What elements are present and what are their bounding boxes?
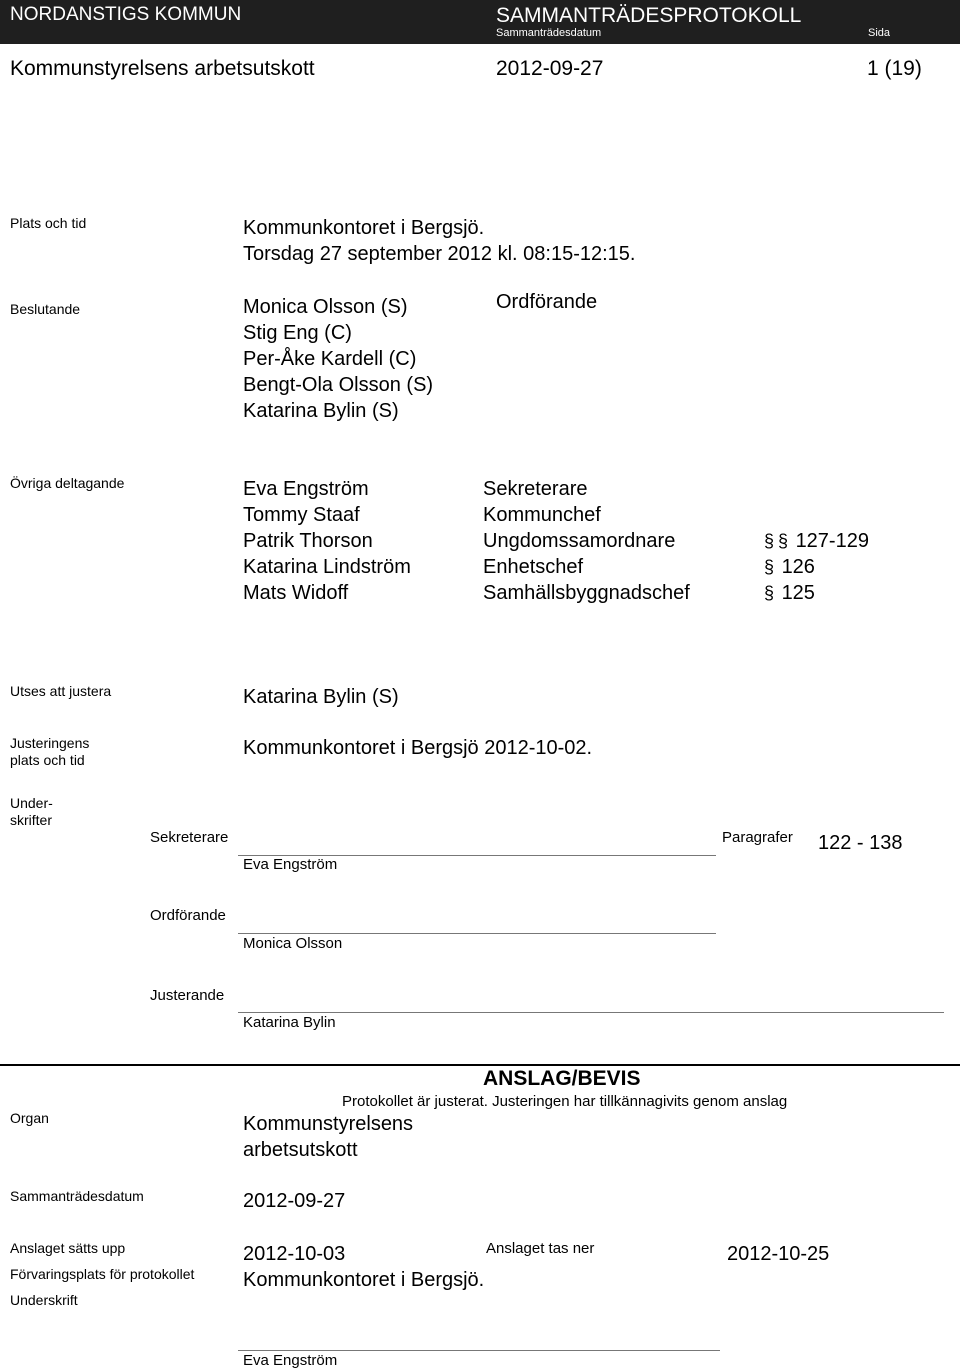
organization-name: NORDANSTIGS KOMMUN [10,4,242,25]
anslag-note: Protokollet är justerat. Justeringen har tillkännagivits genom anslag [342,1093,788,1110]
beslutande-name: Stig Eng (C) [243,322,352,344]
ovriga-name: Mats Widoff [243,582,349,604]
meeting-date: 2012-09-27 [496,57,604,80]
plats-line1: Kommunkontoret i Bergsjö. [243,217,485,239]
ordforande-role: Ordförande [496,291,598,313]
ovriga-name: Katarina Lindström [243,556,411,578]
justeringens-value: Kommunkontoret i Bergsjö 2012-10-02. [243,737,593,759]
beslutande-name: Per-Åke Kardell (C) [243,348,417,370]
organ-label: Organ [10,1110,49,1126]
underskrifter-label: skrifter [10,812,52,828]
plats-label: Plats och tid [10,215,87,231]
paragraph-ref [762,528,869,554]
section-divider [0,1064,960,1066]
underskrift-label: Underskrift [10,1292,78,1308]
tas-ner-value: 2012-10-25 [727,1243,830,1265]
section-sign-icon: § [777,531,788,551]
sekreterare-name: Eva Engström [243,856,338,873]
paragraph-ref [762,554,815,580]
signature-line [238,933,716,934]
ovriga-name: Patrik Thorson [243,530,373,552]
section-sign-icon: § [763,557,774,577]
forvaring-label: Förvaringsplats för protokollet [10,1266,195,1282]
beslutande-name: Katarina Bylin (S) [243,400,399,422]
justeringens-label: plats och tid [10,752,85,768]
beslutande-name: Bengt-Ola Olsson (S) [243,374,434,396]
tas-ner-label: Anslaget tas ner [486,1240,595,1257]
underskrift-name: Eva Engström [243,1352,338,1369]
sammantradesdatum-label: Sammanträdesdatum [10,1188,144,1204]
paragraph-numbers: 127-129 [795,530,869,552]
organ-value: Kommunstyrelsens [243,1113,414,1135]
paragraph-numbers: 126 [781,556,815,578]
ovriga-role: Ungdomssamordnare [483,530,676,552]
beslutande-label: Beslutande [10,301,81,317]
paragrafer-label: Paragrafer [722,829,793,846]
ovriga-name: Tommy Staaf [243,504,360,526]
justeringens-label: Justeringens [10,735,90,751]
page-number: 1 (19) [867,57,922,80]
document-type: SAMMANTRÄDESPROTOKOLL [496,4,802,27]
ovriga-role: Samhällsbyggnadschef [483,582,690,604]
paragrafer-value: 122 - 138 [818,832,903,854]
ordforande-label: Ordförande [150,907,226,924]
anslag-title: ANSLAG/BEVIS [483,1067,641,1090]
utses-value: Katarina Bylin (S) [243,686,399,708]
signature-line [238,1350,720,1351]
satts-upp-label: Anslaget sätts upp [10,1240,126,1256]
page-label: Sida [868,27,891,39]
section-sign-icon: § [763,583,774,603]
paragraph-ref [762,580,815,606]
underskrifter-label: Under- [10,795,53,811]
ovriga-role: Enhetschef [483,556,584,578]
committee-name: Kommunstyrelsens arbetsutskott [10,57,315,80]
justerande-name: Katarina Bylin [243,1014,336,1031]
plats-line2: Torsdag 27 september 2012 kl. 08:15-12:15. [243,243,636,265]
ovriga-name: Eva Engström [243,478,369,500]
section-sign-icon: § [763,531,774,551]
ovriga-role: Kommunchef [483,504,601,526]
beslutande-name: Monica Olsson (S) [243,296,408,318]
satts-upp-value: 2012-10-03 [243,1243,346,1265]
sammantradesdatum-value: 2012-09-27 [243,1190,346,1212]
signature-line [238,1012,944,1013]
justerande-label: Justerande [150,987,225,1004]
ovriga-role: Sekreterare [483,478,588,500]
organ-value: arbetsutskott [243,1139,358,1161]
ovriga-label: Övriga deltagande [10,475,125,491]
utses-label: Utses att justera [10,683,112,699]
paragraph-numbers: 125 [781,582,815,604]
sekreterare-label: Sekreterare [150,829,229,846]
meeting-date-label: Sammanträdesdatum [496,27,602,39]
forvaring-value: Kommunkontoret i Bergsjö. [243,1269,485,1291]
ordforande-name: Monica Olsson [243,935,343,952]
